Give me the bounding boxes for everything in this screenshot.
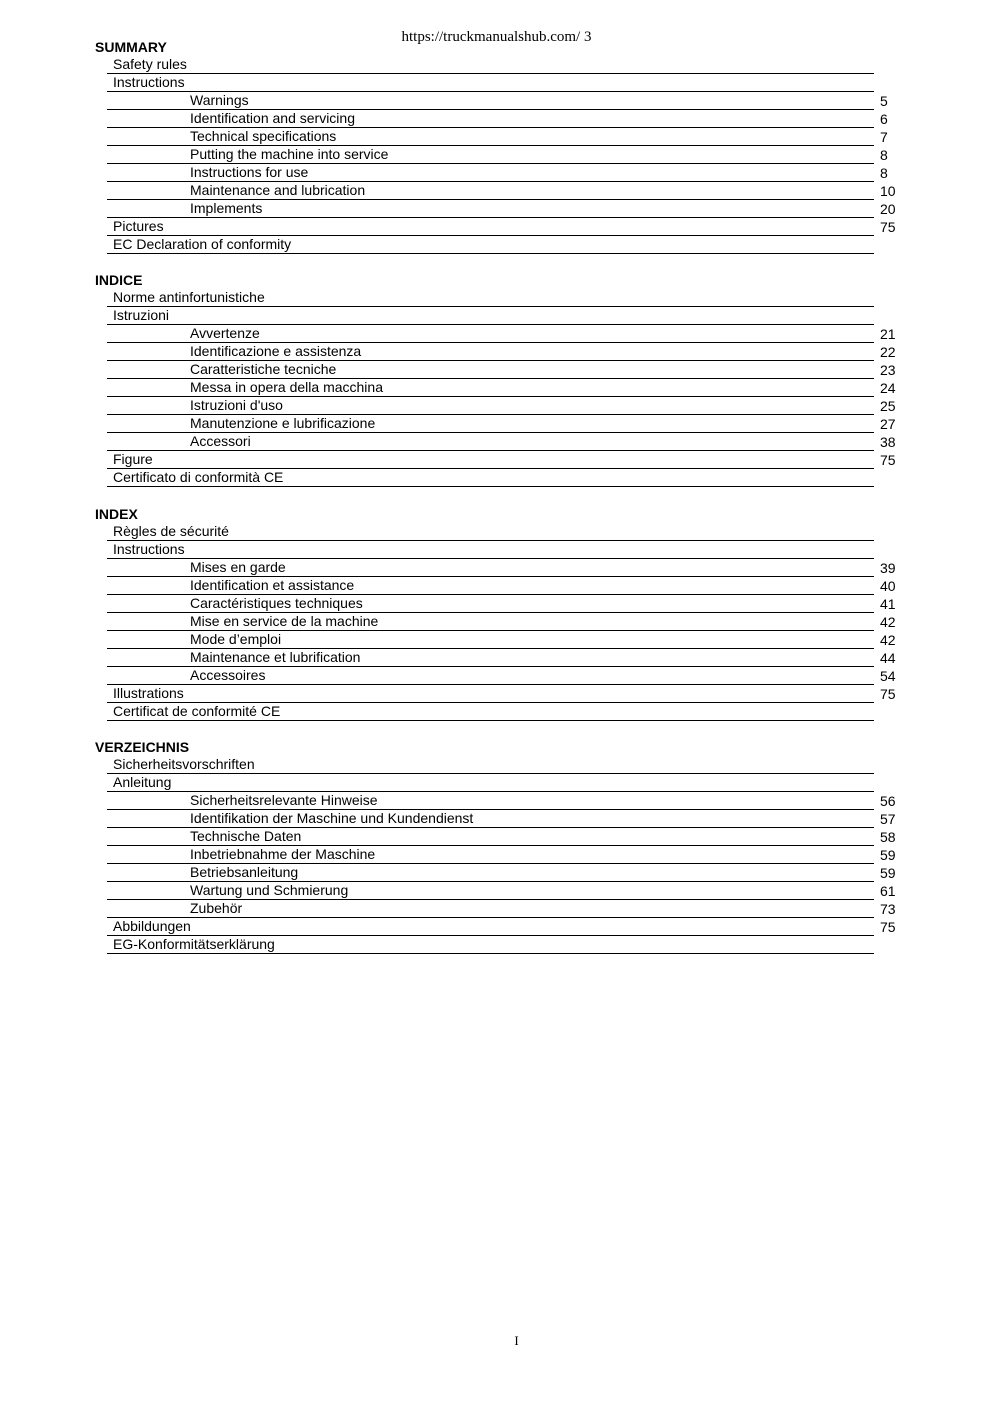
toc-entry-label: Illustrations <box>113 685 184 701</box>
section-title: SUMMARY <box>95 39 167 55</box>
toc-entry[interactable] <box>95 325 915 343</box>
toc-entry[interactable] <box>95 110 915 128</box>
toc-entry-label: Accessori <box>190 433 251 449</box>
toc-entry-label: Mode d’emploi <box>190 631 282 647</box>
toc-entry-label: Inbetriebnahme der Maschine <box>190 846 376 862</box>
toc-entry-rule <box>107 953 874 954</box>
toc-entry-page-number: 21 <box>880 326 896 342</box>
toc-entry-page-number: 38 <box>880 434 896 450</box>
toc-entry-label: Warnings <box>190 92 249 108</box>
toc-entry[interactable] <box>95 415 915 433</box>
section-title: INDEX <box>95 506 138 522</box>
toc-entry-label: Messa in opera della macchina <box>190 379 383 395</box>
toc-entry[interactable] <box>95 74 915 92</box>
toc-entry[interactable] <box>95 128 915 146</box>
toc-entry-page-number: 8 <box>880 165 888 181</box>
toc-entry-page-number: 56 <box>880 793 896 809</box>
toc-entry-label: EG-Konformitätserklärung <box>113 936 275 952</box>
toc-entry-page-number: 25 <box>880 398 896 414</box>
toc-entry[interactable] <box>95 828 915 846</box>
toc-entry-label: Betriebsanleitung <box>190 864 299 880</box>
toc-entry[interactable] <box>95 577 915 595</box>
toc-section-indice <box>95 271 915 487</box>
toc-entry[interactable] <box>95 703 915 721</box>
toc-entry[interactable] <box>95 667 915 685</box>
toc-entry[interactable] <box>95 92 915 110</box>
toc-entry[interactable] <box>95 846 915 864</box>
toc-entry[interactable] <box>95 200 915 218</box>
toc-entry[interactable] <box>95 379 915 397</box>
toc-entry-page-number: 5 <box>880 93 888 109</box>
toc-entry-label: Implements <box>190 200 263 216</box>
toc-entry-rule <box>107 486 874 487</box>
toc-entry[interactable] <box>95 56 915 74</box>
toc-entry[interactable] <box>95 810 915 828</box>
toc-entry[interactable] <box>95 289 915 307</box>
toc-entry[interactable] <box>95 774 915 792</box>
toc-entry-label: EC Declaration of conformity <box>113 236 292 252</box>
toc-entry[interactable] <box>95 397 915 415</box>
toc-entry-page-number: 42 <box>880 614 896 630</box>
toc-entry[interactable] <box>95 469 915 487</box>
toc-entry-label: Putting the machine into service <box>190 146 389 162</box>
toc-section-summary <box>95 38 915 254</box>
toc-entry[interactable] <box>95 164 915 182</box>
toc-entry-label: Mise en service de la machine <box>190 613 379 629</box>
toc-entry-label: Maintenance and lubrication <box>190 182 366 198</box>
toc-entry-label: Certificat de conformité CE <box>113 703 281 719</box>
toc-entry-label: Instructions <box>113 74 185 90</box>
toc-entry[interactable] <box>95 918 915 936</box>
toc-entry-label: Norme antinfortunistiche <box>113 289 265 305</box>
toc-entry-page-number: 75 <box>880 219 896 235</box>
toc-entry-label: Règles de sécurité <box>113 523 229 539</box>
toc-entry-rule <box>107 720 874 721</box>
toc-entry[interactable] <box>95 792 915 810</box>
toc-entry-label: Identifikation der Maschine und Kundendienst <box>190 810 474 826</box>
toc-entry-page-number: 10 <box>880 183 896 199</box>
toc-entry-label: Identification and servicing <box>190 110 355 126</box>
toc-entry[interactable] <box>95 307 915 325</box>
toc-entry-page-number: 39 <box>880 560 896 576</box>
toc-entry-label: Pictures <box>113 218 164 234</box>
toc-entry-label: Technische Daten <box>190 828 302 844</box>
toc-entry-label: Manutenzione e lubrificazione <box>190 415 376 431</box>
toc-entry[interactable] <box>95 685 915 703</box>
header-url-text: https://truckmanualshub.com/ 3 <box>401 29 592 45</box>
toc-entry[interactable] <box>95 613 915 631</box>
toc-entry-label: Istruzioni d'uso <box>190 397 283 413</box>
toc-entry-label: Instructions for use <box>190 164 309 180</box>
toc-entry[interactable] <box>95 649 915 667</box>
toc-entry[interactable] <box>95 433 915 451</box>
toc-entry[interactable] <box>95 236 915 254</box>
toc-entry-label: Mises en garde <box>190 559 286 575</box>
toc-entry[interactable] <box>95 523 915 541</box>
toc-entry-page-number: 54 <box>880 668 896 684</box>
toc-entry-label: Technical specifications <box>190 128 337 144</box>
toc-entry-label: Sicherheitsvorschriften <box>113 756 255 772</box>
toc-entry[interactable] <box>95 900 915 918</box>
toc-entry-label: Sicherheitsrelevante Hinweise <box>190 792 378 808</box>
toc-entry-label: Maintenance et lubrification <box>190 649 361 665</box>
toc-entry[interactable] <box>95 595 915 613</box>
section-title: INDICE <box>95 272 143 288</box>
toc-entry[interactable] <box>95 882 915 900</box>
toc-entry-page-number: 22 <box>880 344 896 360</box>
toc-entry[interactable] <box>95 218 915 236</box>
toc-entry-label: Avvertenze <box>190 325 260 341</box>
toc-entry-page-number: 8 <box>880 147 888 163</box>
toc-entry-label: Istruzioni <box>113 307 170 323</box>
toc-entry-page-number: 7 <box>880 129 888 145</box>
toc-entry-page-number: 41 <box>880 596 896 612</box>
toc-entry-page-number: 75 <box>880 452 896 468</box>
toc-entry-page-number: 20 <box>880 201 896 217</box>
toc-entry-page-number: 27 <box>880 416 896 432</box>
toc-entry-label: Wartung und Schmierung <box>190 882 349 898</box>
toc-entry[interactable] <box>95 756 915 774</box>
page-number: I <box>514 1333 519 1348</box>
toc-entry[interactable] <box>95 343 915 361</box>
toc-entry-page-number: 59 <box>880 847 896 863</box>
toc-section-index <box>95 505 915 721</box>
toc-entry-page-number: 73 <box>880 901 896 917</box>
toc-entry-label: Abbildungen <box>113 918 191 934</box>
toc-entry[interactable] <box>95 631 915 649</box>
toc-entry-page-number: 75 <box>880 686 896 702</box>
toc-entry-label: Identification et assistance <box>190 577 355 593</box>
toc-entry-label: Figure <box>113 451 153 467</box>
toc-entry[interactable] <box>95 541 915 559</box>
toc-entry[interactable] <box>95 936 915 954</box>
toc-entry-page-number: 61 <box>880 883 896 899</box>
toc-entry-page-number: 23 <box>880 362 896 378</box>
toc-entry-label: Accessoires <box>190 667 266 683</box>
toc-entry-page-number: 59 <box>880 865 896 881</box>
toc-entry[interactable] <box>95 451 915 469</box>
toc-entry-label: Safety rules <box>113 56 187 72</box>
toc-entry-label: Instructions <box>113 541 185 557</box>
section-title: VERZEICHNIS <box>95 739 190 755</box>
page-number-footer <box>0 1333 993 1349</box>
toc-section-verzeichnis <box>95 738 915 954</box>
toc-entry-label: Identificazione e assistenza <box>190 343 362 359</box>
toc-entry-page-number: 75 <box>880 919 896 935</box>
toc-entry[interactable] <box>95 559 915 577</box>
toc-entry-page-number: 6 <box>880 111 888 127</box>
toc-entry-page-number: 42 <box>880 632 896 648</box>
toc-entry-label: Certificato di conformità CE <box>113 469 284 485</box>
toc-entry-label: Caratteristiche tecniche <box>190 361 337 377</box>
toc-entry-label: Caractéristiques techniques <box>190 595 363 611</box>
toc-entry-page-number: 57 <box>880 811 896 827</box>
toc-entry-page-number: 58 <box>880 829 896 845</box>
toc-entry-page-number: 44 <box>880 650 896 666</box>
toc-entry-page-number: 24 <box>880 380 896 396</box>
toc-entry[interactable] <box>95 182 915 200</box>
toc-entry[interactable] <box>95 361 915 379</box>
toc-entry-rule <box>107 253 874 254</box>
toc-entry-label: Zubehör <box>190 900 243 916</box>
toc-entry-page-number: 40 <box>880 578 896 594</box>
toc-entry-label: Anleitung <box>113 774 172 790</box>
toc-entry[interactable] <box>95 864 915 882</box>
toc-entry[interactable] <box>95 146 915 164</box>
